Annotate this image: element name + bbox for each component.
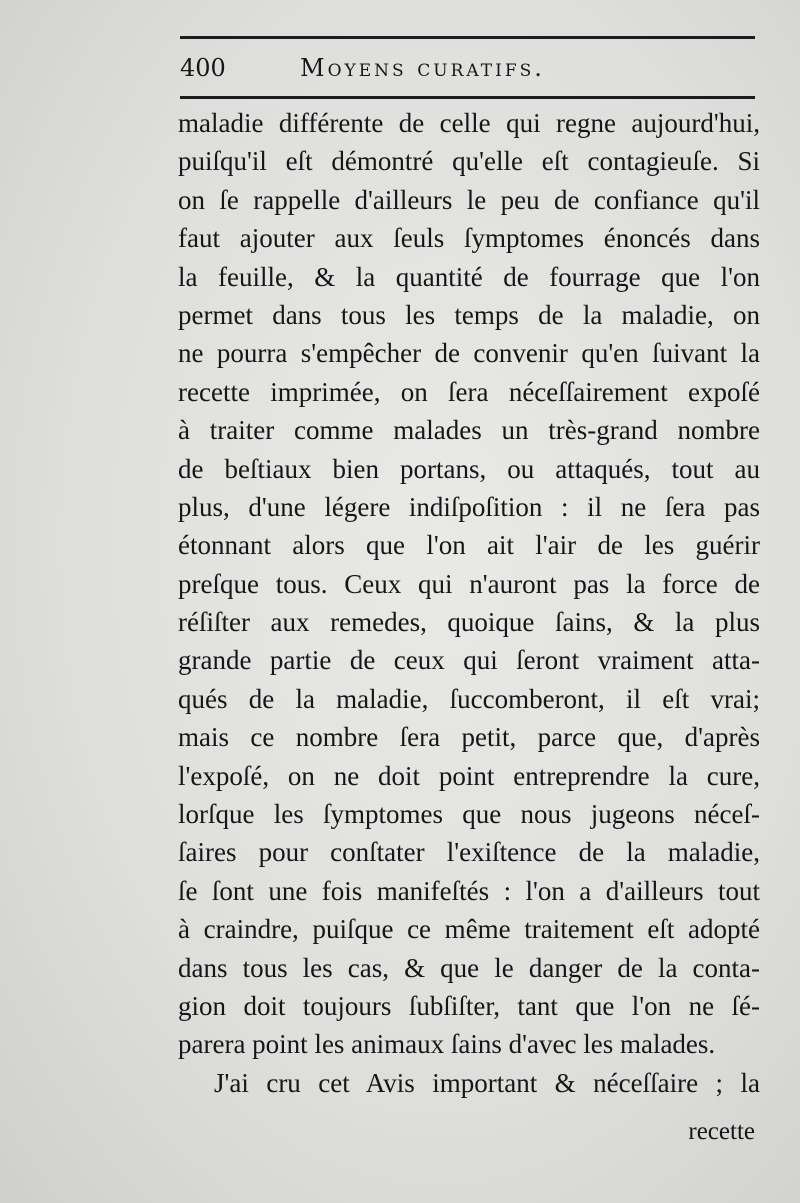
running-head: Moyens curatifs. <box>300 54 545 82</box>
text-line: ſaires pour conſtater l'exiſtence de la maladie, <box>178 837 760 868</box>
text-line: ſe ſont une fois manifeſtés : l'on a d'ailleurs tout <box>178 875 760 906</box>
text-line: lorſque les ſymptomes que nous jugeons néceſ- <box>178 799 760 830</box>
header-rule-top <box>180 36 755 39</box>
text-line: qués de la maladie, ſuccomberont, il eſt vrai; <box>178 683 760 714</box>
text-line: gion doit toujours ſubſiſter, tant que l'on ne ſé- <box>178 990 760 1021</box>
text-line: preſque tous. Ceux qui n'auront pas la force de <box>178 568 760 599</box>
header-rule-bottom <box>180 96 755 99</box>
text-line: plus, d'une légere indiſpoſition : il ne ſera pas <box>178 491 760 522</box>
paragraph-start-line: J'ai cru cet Avis important & néceſſaire ; la <box>214 1067 760 1098</box>
text-line: grande partie de ceux qui ſeront vraiment atta- <box>178 645 760 676</box>
catchword: recette <box>688 1118 755 1145</box>
text-line: dans tous les cas, & que le danger de la conta- <box>178 952 760 983</box>
page-header <box>180 48 755 88</box>
body-text <box>178 104 760 1102</box>
text-line: étonnant alors que l'on ait l'air de les guérir <box>178 530 760 561</box>
text-line: puiſqu'il eſt démontré qu'elle eſt contagieuſe. Si <box>178 146 760 177</box>
text-line: mais ce nombre ſera petit, parce que, d'après <box>178 722 760 753</box>
text-line: ne pourra s'empêcher de convenir qu'en ſuivant la <box>178 338 760 369</box>
text-line: faut ajouter aux ſeuls ſymptomes énoncés dans <box>178 223 760 254</box>
text-line: la feuille, & la quantité de fourrage que l'on <box>178 261 760 292</box>
text-line: réſiſter aux remedes, quoique ſains, & la plus <box>178 607 760 638</box>
text-line: de beſtiaux bien portans, ou attaqués, tout au <box>178 453 760 484</box>
text-line: à traiter comme malades un très-grand nombre <box>178 415 760 446</box>
page-number: 400 <box>180 54 226 82</box>
text-line: l'expoſé, on ne doit point entreprendre la cure, <box>178 760 760 791</box>
text-line: permet dans tous les temps de la maladie, on <box>178 299 760 330</box>
text-line: parera point les animaux ſains d'avec les malades. <box>178 1029 716 1060</box>
text-line: maladie différente de celle qui regne aujourd'hui, <box>178 108 760 138</box>
text-line: on ſe rappelle d'ailleurs le peu de confiance qu'il <box>178 184 760 215</box>
text-line: à craindre, puiſque ce même traitement eſt adopté <box>178 914 760 945</box>
text-line: recette imprimée, on ſera néceſſairement expoſé <box>178 376 760 407</box>
